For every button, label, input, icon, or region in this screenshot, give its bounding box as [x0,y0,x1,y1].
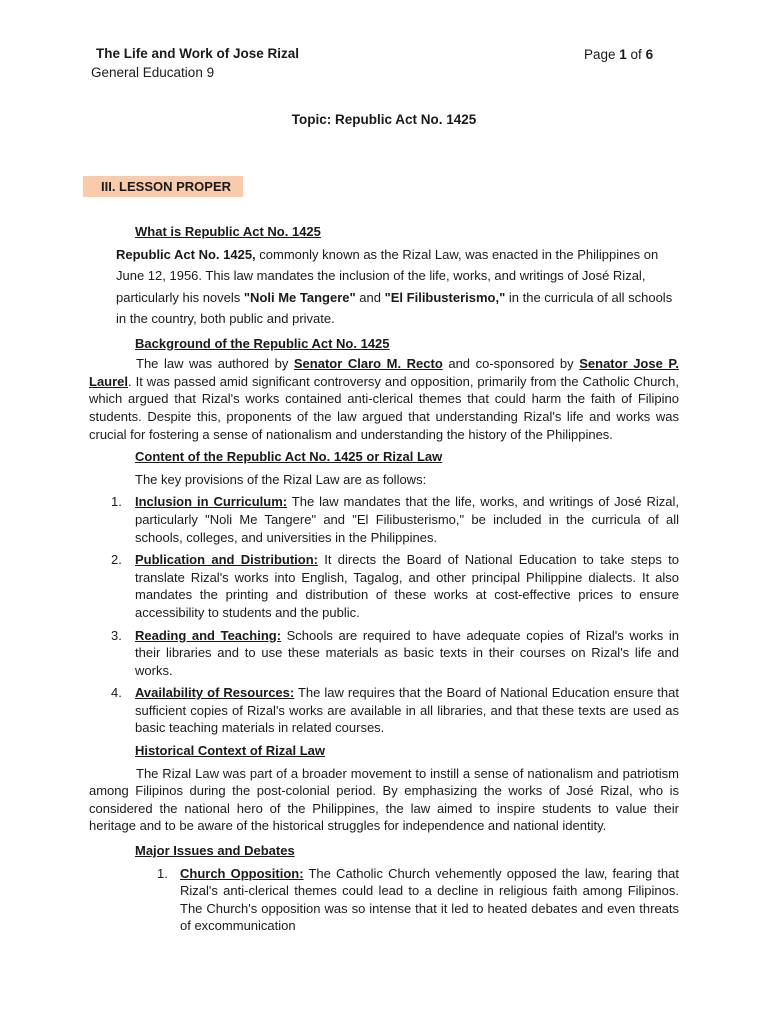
item-text: The law mandates that the life, works, and writings of José Rizal, particularly "Noli Me Tangere" and "El Filibusterismo," be included in the curricula of all schools, colleges, and universities in the Philippines. [135,494,679,545]
list-item [89,627,679,680]
content-intro: The key provisions of the Rizal Law are as follows: [135,471,427,487]
item-text: The law requires that the Board of National Education ensure that sufficient copies of Rizal's works are available in all libraries, and that these texts are used as basic teaching materials in related courses. [135,685,679,736]
author-name: Senator Claro M. Recto [293,356,443,372]
list-item [89,551,679,621]
heading-history: Historical Context of Rizal Law [135,743,325,759]
text-span: and [355,289,385,305]
cosponsor-name: Senator Jose P. Laurel [89,356,679,389]
list-item [89,493,679,546]
paragraph-background [89,355,679,443]
item-number: 4. [111,685,122,701]
list-item [89,865,679,935]
text-span: commonly known as the Rizal Law, was enacted in the Philippines on June 12, 1956. This law mandates the inclusion of the life, works, and writings of José Rizal, particularly his novels [116,246,659,305]
page-prefix: Page [584,47,620,62]
paragraph-history: The Rizal Law was part of a broader movement to instill a sense of nationalism and patriotism among Filipinos during the post-colonial period. By emphasizing the works of José Rizal, who is considered the national hero of the Philippines, the law aimed to inspire students to value their heritage and to be aware of the historical struggles for independence and national identity. [89,765,679,834]
text-span: and co-sponsored by [442,356,580,372]
section-label-text: III. LESSON PROPER [101,179,232,194]
novel-noli: "Noli Me Tangere" [243,289,356,305]
heading-background: Background of the Republic Act No. 1425 [135,335,390,351]
course-title: The Life and Work of Jose Rizal [96,46,300,61]
text-span: . It was passed amid significant controversy and opposition, primarily from the Catholic Church, which argued that Rizal's works contained anti-clerical themes that could harm the faith of Filipino students. Despite this, proponents of the law argued that understanding Rizal's life and works was crucial for fostering a sense of nationalism and understanding the history of the Philippines. [89,373,679,442]
item-title: Availability of Resources: [135,685,295,701]
page-total: 6 [645,47,654,62]
text-span: The law was authored by [136,356,294,372]
page-of: of [626,47,646,62]
item-text: It directs the Board of National Education to take steps to translate Rizal's works into English, Tagalog, and other principal Philippine dialects. It also mandates the printing and distribution of these works at cost-effective prices to ensure accessibility to students and the public. [135,552,679,620]
novel-fili: "El Filibusterismo," [384,289,506,305]
issues-list [89,865,679,935]
item-number: 3. [111,627,122,643]
item-number: 2. [111,552,122,568]
list-item [89,684,679,737]
heading-content: Content of the Republic Act No. 1425 or Rizal Law [135,449,443,465]
item-title: Reading and Teaching: [135,627,282,643]
item-text: The Catholic Church vehemently opposed the law, fearing that Rizal's anti-clerical themes could lead to a decline in religious faith among Filipinos. The Church's opposition was so intense that it led to heated debates and even threats of excommunication [180,865,679,934]
heading-what-is: What is Republic Act No. 1425 [135,224,321,239]
page-current: 1 [619,47,627,62]
item-number: 1. [157,865,168,881]
topic-title: Topic: Republic Act No. 1425 [291,112,477,127]
section-label [83,176,243,197]
lesson-content [89,223,679,935]
item-title: Inclusion in Curriculum: [135,494,288,510]
text-span: in the curricula of all schools in the country, both public and private. [116,289,673,327]
item-number: 1. [111,494,122,510]
ra-bold-lead: Republic Act No. 1425, [116,246,256,262]
provisions-list [89,493,679,737]
page-number [584,47,653,62]
heading-issues: Major Issues and Debates [135,843,295,859]
item-title: Publication and Distribution: [135,552,318,568]
paragraph-what-is [116,244,679,330]
item-text: Schools are required to have adequate copies of Rizal's works in their libraries and to use these materials as basic texts in their courses on Rizal's life and works. [135,627,679,678]
item-title: Church Opposition: [180,865,304,881]
course-subtitle: General Education 9 [91,65,215,80]
